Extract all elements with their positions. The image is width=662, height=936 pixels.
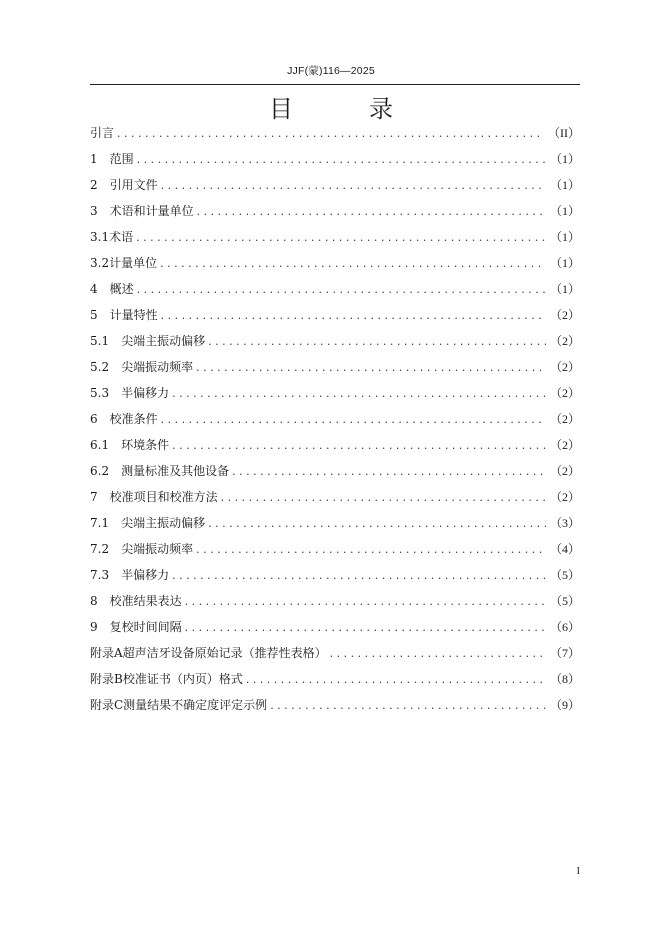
toc-entry-page: （8）: [549, 672, 580, 686]
toc-entry[interactable]: [90, 614, 580, 640]
toc-entry-number: 7.2: [90, 542, 122, 556]
toc-entry-title: 环境条件: [121, 438, 170, 452]
toc-entry-number: 2: [90, 178, 110, 192]
toc-entry-number: 4: [90, 282, 110, 296]
toc-entry-title: 复校时间间隔: [109, 620, 182, 634]
toc-dot-leader: [161, 303, 546, 329]
toc-dot-leader: [161, 173, 546, 199]
toc-entry-page: （1）: [549, 204, 580, 218]
toc-entry-title: 计量单位: [109, 256, 158, 270]
toc-entry[interactable]: [90, 302, 580, 328]
toc-dot-leader: [196, 355, 546, 381]
toc-entry-page: （5）: [549, 594, 580, 608]
toc-dot-leader: [330, 641, 546, 667]
toc-dot-leader: [221, 485, 546, 511]
toc-entry-page: （1）: [549, 256, 580, 270]
toc-entry-page: （2）: [549, 360, 580, 374]
toc-entry-number: 7: [90, 490, 110, 504]
toc-entry-page: （9）: [549, 698, 580, 712]
toc-entry-page: （2）: [549, 308, 580, 322]
toc-entry-title: 术语和计量单位: [109, 204, 194, 218]
toc-entry-number: 3.2: [90, 256, 110, 270]
toc-entry[interactable]: [90, 458, 580, 484]
toc-entry-number: 5.3: [90, 386, 122, 400]
toc-entry-number: 9: [90, 620, 110, 634]
toc-entry[interactable]: [90, 224, 580, 250]
toc-entry[interactable]: [90, 432, 580, 458]
toc-entry-page: （3）: [549, 516, 580, 530]
toc-entry[interactable]: [90, 562, 580, 588]
toc-entry-number: 5: [90, 308, 110, 322]
toc-dot-leader: [137, 147, 546, 173]
toc-entry-page: （2）: [549, 386, 580, 400]
toc-entry-number: 3: [90, 204, 110, 218]
toc-dot-leader: [232, 459, 546, 485]
toc-entry[interactable]: [90, 276, 580, 302]
toc-entry-page: （6）: [549, 620, 580, 634]
toc-dot-leader: [197, 199, 546, 225]
toc-entry-number: 7.3: [90, 568, 122, 582]
toc-entry-page: （2）: [549, 464, 580, 478]
toc-entry[interactable]: [90, 484, 580, 510]
toc-dot-leader: [196, 537, 546, 563]
toc-entry-number: 1: [90, 152, 110, 166]
toc-entry-number: 5.2: [90, 360, 122, 374]
toc-dot-leader: [246, 667, 546, 693]
toc-dot-leader: [185, 615, 546, 641]
toc-entry-page: （2）: [549, 490, 580, 504]
toc-dot-leader: [172, 563, 546, 589]
toc-entry[interactable]: [90, 172, 580, 198]
toc-dot-leader: [117, 121, 544, 147]
toc-entry-title: 计量特性: [109, 308, 158, 322]
toc-entry-title: 半偏移力: [121, 386, 170, 400]
toc-dot-leader: [136, 225, 546, 251]
toc-dot-leader: [172, 433, 546, 459]
toc-entry-title: 校准结果表达: [109, 594, 182, 608]
toc-entry-title: 附录B校准证书（内页）格式: [90, 672, 243, 686]
toc-entry-title: 尖端振动频率: [121, 542, 194, 556]
toc-dot-leader: [137, 277, 546, 303]
toc-entry[interactable]: [90, 510, 580, 536]
toc-entry[interactable]: [90, 250, 580, 276]
toc-entry-page: （4）: [549, 542, 580, 556]
toc-entry-number: 3.1: [90, 230, 110, 244]
table-of-contents: [90, 120, 580, 718]
toc-entry-number: 6.2: [90, 464, 122, 478]
toc-entry-title: 引言: [90, 126, 115, 140]
toc-entry[interactable]: [90, 406, 580, 432]
toc-dot-leader: [208, 329, 546, 355]
toc-entry[interactable]: [90, 692, 580, 718]
toc-entry-title: 尖端主振动偏移: [121, 334, 206, 348]
toc-entry-page: （5）: [549, 568, 580, 582]
toc-entry-number: 6: [90, 412, 110, 426]
toc-entry-page: （1）: [549, 282, 580, 296]
toc-entry-title: 测量标准及其他设备: [121, 464, 230, 478]
toc-dot-leader: [160, 251, 546, 277]
toc-entry-title: 尖端主振动偏移: [121, 516, 206, 530]
toc-dot-leader: [270, 693, 546, 719]
toc-entry[interactable]: [90, 588, 580, 614]
toc-entry-number: 8: [90, 594, 110, 608]
toc-entry[interactable]: [90, 666, 580, 692]
toc-entry-title: 尖端振动频率: [121, 360, 194, 374]
document-code: JJF(蒙)116—2025: [287, 65, 375, 77]
toc-entry[interactable]: [90, 120, 580, 146]
toc-entry[interactable]: [90, 354, 580, 380]
toc-entry-title: 术语: [109, 230, 134, 244]
toc-entry[interactable]: [90, 380, 580, 406]
toc-entry-title: 引用文件: [109, 178, 158, 192]
toc-entry-title: 校准项目和校准方法: [109, 490, 218, 504]
toc-entry-number: 5.1: [90, 334, 122, 348]
toc-entry-page: （1）: [549, 230, 580, 244]
toc-entry-title: 校准条件: [109, 412, 158, 426]
toc-entry-number: 6.1: [90, 438, 122, 452]
toc-dot-leader: [185, 589, 546, 615]
toc-entry-title: 附录A超声洁牙设备原始记录（推荐性表格）: [90, 646, 327, 660]
page-title: 目 录: [269, 95, 419, 123]
toc-entry[interactable]: [90, 146, 580, 172]
toc-entry[interactable]: [90, 198, 580, 224]
toc-dot-leader: [208, 511, 546, 537]
header-divider: [90, 84, 580, 85]
toc-entry-title: 半偏移力: [121, 568, 170, 582]
toc-dot-leader: [172, 381, 546, 407]
toc-entry-title: 概述: [109, 282, 134, 296]
toc-entry-page: （2）: [549, 438, 580, 452]
toc-dot-leader: [161, 407, 546, 433]
toc-entry-page: （7）: [549, 646, 580, 660]
page-number: I: [576, 866, 580, 877]
toc-entry[interactable]: [90, 640, 580, 666]
toc-entry[interactable]: [90, 536, 580, 562]
toc-entry-page: （II）: [548, 126, 580, 140]
toc-entry[interactable]: [90, 328, 580, 354]
toc-entry-number: 7.1: [90, 516, 122, 530]
toc-entry-page: （1）: [549, 152, 580, 166]
toc-entry-page: （2）: [549, 334, 580, 348]
toc-entry-title: 附录C测量结果不确定度评定示例: [90, 698, 268, 712]
toc-entry-page: （1）: [549, 178, 580, 192]
toc-entry-page: （2）: [549, 412, 580, 426]
toc-entry-title: 范围: [109, 152, 134, 166]
